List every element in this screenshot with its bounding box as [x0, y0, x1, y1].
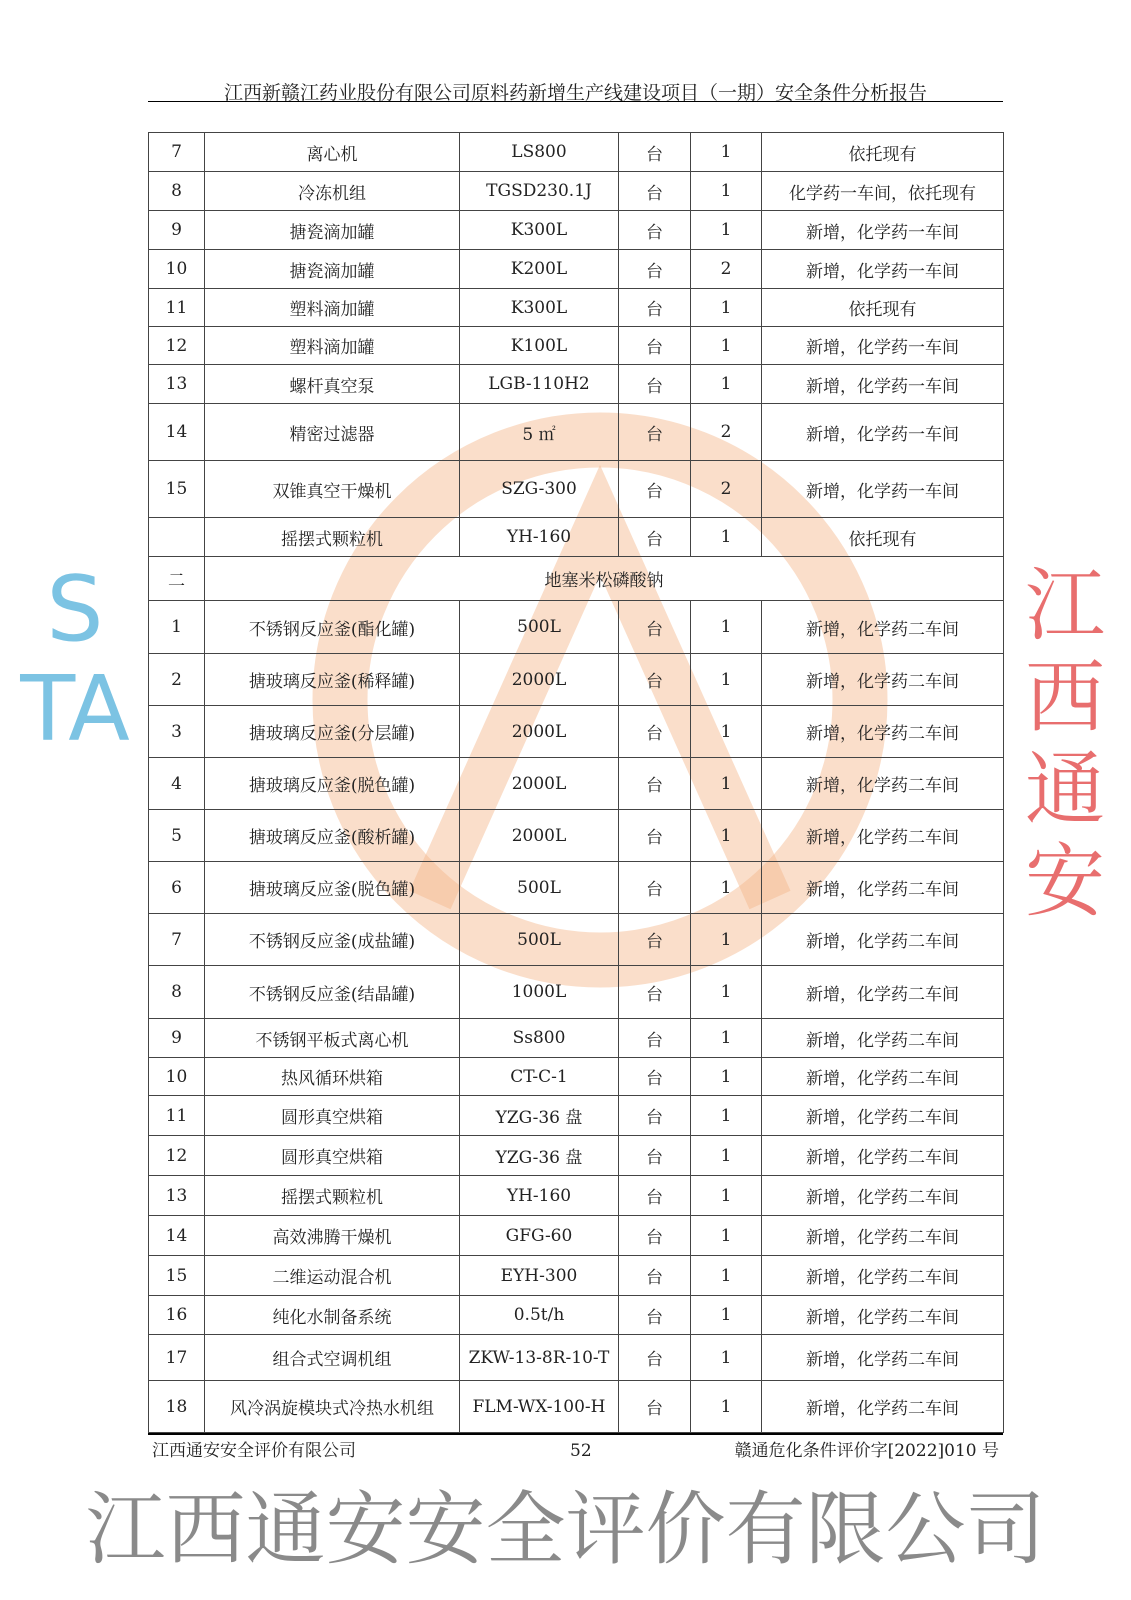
quantity: 1 [691, 1096, 762, 1136]
table-row [149, 914, 1004, 966]
row-number: 3 [149, 706, 205, 758]
remark: 依托现有 [762, 289, 1004, 327]
unit: 台 [619, 1176, 691, 1216]
quantity: 1 [691, 211, 762, 250]
table-row [149, 1019, 1004, 1058]
remark: 新增，化学药二车间 [762, 654, 1004, 706]
table-row [149, 966, 1004, 1019]
model: 500L [460, 914, 619, 966]
table-row [149, 1136, 1004, 1176]
unit: 台 [619, 1058, 691, 1096]
equipment-name: 摇摆式颗粒机 [205, 1176, 460, 1216]
watermark-company: 江西通安安全评价有限公司 [85, 1483, 1046, 1576]
section-title: 地塞米松磷酸钠 [205, 557, 1004, 601]
unit: 台 [619, 601, 691, 654]
equipment-name: 塑料滴加罐 [205, 289, 460, 327]
quantity: 1 [691, 862, 762, 914]
unit: 台 [619, 1096, 691, 1136]
unit: 台 [619, 966, 691, 1019]
row-number: 2 [149, 654, 205, 706]
model: YZG-36 盘 [460, 1096, 619, 1136]
table-row [149, 250, 1004, 289]
table-row [149, 1176, 1004, 1216]
remark: 新增，化学药二车间 [762, 1296, 1004, 1335]
equipment-name: 组合式空调机组 [205, 1335, 460, 1381]
row-number: 7 [149, 133, 205, 172]
quantity: 1 [691, 1296, 762, 1335]
row-number: 5 [149, 810, 205, 862]
row-number: 8 [149, 966, 205, 1019]
table-row [149, 1216, 1004, 1256]
footer-rule [148, 1433, 1003, 1435]
quantity: 2 [691, 250, 762, 289]
row-number: 4 [149, 758, 205, 810]
model: 2000L [460, 758, 619, 810]
row-number: 7 [149, 914, 205, 966]
equipment-name: 搪玻璃反应釜(稀释罐) [205, 654, 460, 706]
unit: 台 [619, 1216, 691, 1256]
model: FLM-WX-100-H [460, 1381, 619, 1433]
remark: 新增，化学药一车间 [762, 365, 1004, 404]
remark: 依托现有 [762, 518, 1004, 557]
equipment-name: 热风循环烘箱 [205, 1058, 460, 1096]
section-row [149, 557, 1004, 601]
remark: 新增，化学药一车间 [762, 404, 1004, 461]
remark: 新增，化学药一车间 [762, 461, 1004, 518]
header-rule [148, 101, 1003, 102]
model: CT-C-1 [460, 1058, 619, 1096]
unit: 台 [619, 1381, 691, 1433]
model: 2000L [460, 810, 619, 862]
model: 2000L [460, 654, 619, 706]
equipment-table [148, 132, 1004, 1433]
equipment-name: 圆形真空烘箱 [205, 1136, 460, 1176]
remark: 新增，化学药二车间 [762, 1019, 1004, 1058]
row-number: 11 [149, 289, 205, 327]
unit: 台 [619, 365, 691, 404]
table-row [149, 461, 1004, 518]
row-number: 14 [149, 404, 205, 461]
row-number: 15 [149, 461, 205, 518]
table-row [149, 172, 1004, 211]
remark: 依托现有 [762, 133, 1004, 172]
unit: 台 [619, 706, 691, 758]
unit: 台 [619, 1296, 691, 1335]
equipment-name: 纯化水制备系统 [205, 1296, 460, 1335]
model: K300L [460, 289, 619, 327]
row-number: 6 [149, 862, 205, 914]
equipment-name: 不锈钢反应釜(结晶罐) [205, 966, 460, 1019]
equipment-name: 搪瓷滴加罐 [205, 211, 460, 250]
row-number: 1 [149, 601, 205, 654]
unit: 台 [619, 404, 691, 461]
watermark-letters: STA [20, 557, 130, 762]
page-header: 江西新赣江药业股份有限公司原料药新增生产线建设项目（一期）安全条件分析报告 [223, 82, 927, 104]
quantity: 1 [691, 1216, 762, 1256]
equipment-name: 搪玻璃反应釜(脱色罐) [205, 862, 460, 914]
remark: 新增，化学药一车间 [762, 211, 1004, 250]
model: 2000L [460, 706, 619, 758]
unit: 台 [619, 461, 691, 518]
remark: 新增，化学药二车间 [762, 1058, 1004, 1096]
unit: 台 [619, 810, 691, 862]
equipment-name: 风冷涡旋模块式冷热水机组 [205, 1381, 460, 1433]
model: ZKW-13-8R-10-T [460, 1335, 619, 1381]
table-row [149, 706, 1004, 758]
equipment-name: 圆形真空烘箱 [205, 1096, 460, 1136]
quantity: 1 [691, 1136, 762, 1176]
table-row [149, 404, 1004, 461]
model: 500L [460, 862, 619, 914]
quantity: 1 [691, 1019, 762, 1058]
quantity: 1 [691, 133, 762, 172]
unit: 台 [619, 1335, 691, 1381]
row-number: 13 [149, 365, 205, 404]
unit: 台 [619, 327, 691, 365]
table-row [149, 654, 1004, 706]
unit: 台 [619, 133, 691, 172]
model: Ss800 [460, 1019, 619, 1058]
row-number: 13 [149, 1176, 205, 1216]
row-number: 12 [149, 327, 205, 365]
model: 0.5t/h [460, 1296, 619, 1335]
unit: 台 [619, 1019, 691, 1058]
row-number: 10 [149, 1058, 205, 1096]
remark: 新增，化学药二车间 [762, 1335, 1004, 1381]
table-row [149, 1256, 1004, 1296]
unit: 台 [619, 211, 691, 250]
unit: 台 [619, 289, 691, 327]
quantity: 2 [691, 461, 762, 518]
table-row [149, 1096, 1004, 1136]
quantity: 1 [691, 172, 762, 211]
quantity: 1 [691, 1176, 762, 1216]
remark: 新增，化学药二车间 [762, 1136, 1004, 1176]
remark: 新增，化学药二车间 [762, 1381, 1004, 1433]
table-row [149, 1335, 1004, 1381]
model: K200L [460, 250, 619, 289]
equipment-name: 搪玻璃反应釜(酸析罐) [205, 810, 460, 862]
quantity: 1 [691, 518, 762, 557]
equipment-name: 摇摆式颗粒机 [205, 518, 460, 557]
document-number: 赣通危化条件评价字[2022]010 号 [734, 1441, 999, 1461]
model: 5 ㎡ [460, 404, 619, 461]
model: SZG-300 [460, 461, 619, 518]
equipment-name: 不锈钢平板式离心机 [205, 1019, 460, 1058]
table-row [149, 327, 1004, 365]
quantity: 2 [691, 404, 762, 461]
table-row [149, 133, 1004, 172]
equipment-name: 不锈钢反应釜(酯化罐) [205, 601, 460, 654]
unit: 台 [619, 250, 691, 289]
row-number: 9 [149, 211, 205, 250]
model: YZG-36 盘 [460, 1136, 619, 1176]
model: 500L [460, 601, 619, 654]
model: K100L [460, 327, 619, 365]
row-number: 16 [149, 1296, 205, 1335]
unit: 台 [619, 862, 691, 914]
row-number: 17 [149, 1335, 205, 1381]
row-number: 18 [149, 1381, 205, 1433]
unit: 台 [619, 1136, 691, 1176]
equipment-name: 冷冻机组 [205, 172, 460, 211]
equipment-name: 不锈钢反应釜(成盐罐) [205, 914, 460, 966]
quantity: 1 [691, 654, 762, 706]
quantity: 1 [691, 966, 762, 1019]
quantity: 1 [691, 1381, 762, 1433]
row-number: 15 [149, 1256, 205, 1296]
table-row [149, 601, 1004, 654]
model: TGSD230.1J [460, 172, 619, 211]
row-number: 8 [149, 172, 205, 211]
equipment-name: 精密过滤器 [205, 404, 460, 461]
equipment-name: 二维运动混合机 [205, 1256, 460, 1296]
remark: 新增，化学药二车间 [762, 706, 1004, 758]
section-number: 二 [149, 557, 205, 601]
table-row [149, 758, 1004, 810]
unit: 台 [619, 758, 691, 810]
unit: 台 [619, 1256, 691, 1296]
quantity: 1 [691, 1335, 762, 1381]
quantity: 1 [691, 914, 762, 966]
model: YH-160 [460, 1176, 619, 1216]
equipment-name: 螺杆真空泵 [205, 365, 460, 404]
remark: 新增，化学药一车间 [762, 250, 1004, 289]
remark: 新增，化学药二车间 [762, 1216, 1004, 1256]
remark: 新增，化学药二车间 [762, 758, 1004, 810]
quantity: 1 [691, 758, 762, 810]
page-number: 52 [570, 1441, 592, 1461]
remark: 化学药一车间，依托现有 [762, 172, 1004, 211]
table-row [149, 1058, 1004, 1096]
quantity: 1 [691, 365, 762, 404]
model: GFG-60 [460, 1216, 619, 1256]
unit: 台 [619, 654, 691, 706]
equipment-name: 高效沸腾干燥机 [205, 1216, 460, 1256]
table-row [149, 289, 1004, 327]
row-number [149, 518, 205, 557]
row-number: 10 [149, 250, 205, 289]
quantity: 1 [691, 289, 762, 327]
table-row [149, 211, 1004, 250]
model: LGB-110H2 [460, 365, 619, 404]
remark: 新增，化学药二车间 [762, 1096, 1004, 1136]
equipment-name: 双锥真空干燥机 [205, 461, 460, 518]
equipment-name: 搪玻璃反应釜(分层罐) [205, 706, 460, 758]
row-number: 11 [149, 1096, 205, 1136]
remark: 新增，化学药二车间 [762, 810, 1004, 862]
equipment-name: 离心机 [205, 133, 460, 172]
model: 1000L [460, 966, 619, 1019]
table-row [149, 1296, 1004, 1335]
remark: 新增，化学药二车间 [762, 966, 1004, 1019]
unit: 台 [619, 172, 691, 211]
unit: 台 [619, 518, 691, 557]
footer-company: 江西通安安全评价有限公司 [152, 1441, 356, 1461]
remark: 新增，化学药二车间 [762, 862, 1004, 914]
remark: 新增，化学药二车间 [762, 914, 1004, 966]
quantity: 1 [691, 327, 762, 365]
model: LS800 [460, 133, 619, 172]
remark: 新增，化学药二车间 [762, 1176, 1004, 1216]
quantity: 1 [691, 810, 762, 862]
model: K300L [460, 211, 619, 250]
table-row [149, 862, 1004, 914]
quantity: 1 [691, 1256, 762, 1296]
table-row [149, 365, 1004, 404]
row-number: 9 [149, 1019, 205, 1058]
quantity: 1 [691, 1058, 762, 1096]
table-row [149, 518, 1004, 557]
remark: 新增，化学药二车间 [762, 1256, 1004, 1296]
equipment-name: 塑料滴加罐 [205, 327, 460, 365]
remark: 新增，化学药二车间 [762, 601, 1004, 654]
row-number: 12 [149, 1136, 205, 1176]
row-number: 14 [149, 1216, 205, 1256]
table-row [149, 1381, 1004, 1433]
equipment-name: 搪玻璃反应釜(脱色罐) [205, 758, 460, 810]
remark: 新增，化学药一车间 [762, 327, 1004, 365]
model: EYH-300 [460, 1256, 619, 1296]
table-row [149, 810, 1004, 862]
watermark-short: 江西通安 [1025, 559, 1105, 928]
equipment-name: 搪瓷滴加罐 [205, 250, 460, 289]
model: YH-160 [460, 518, 619, 557]
unit: 台 [619, 914, 691, 966]
quantity: 1 [691, 601, 762, 654]
quantity: 1 [691, 706, 762, 758]
